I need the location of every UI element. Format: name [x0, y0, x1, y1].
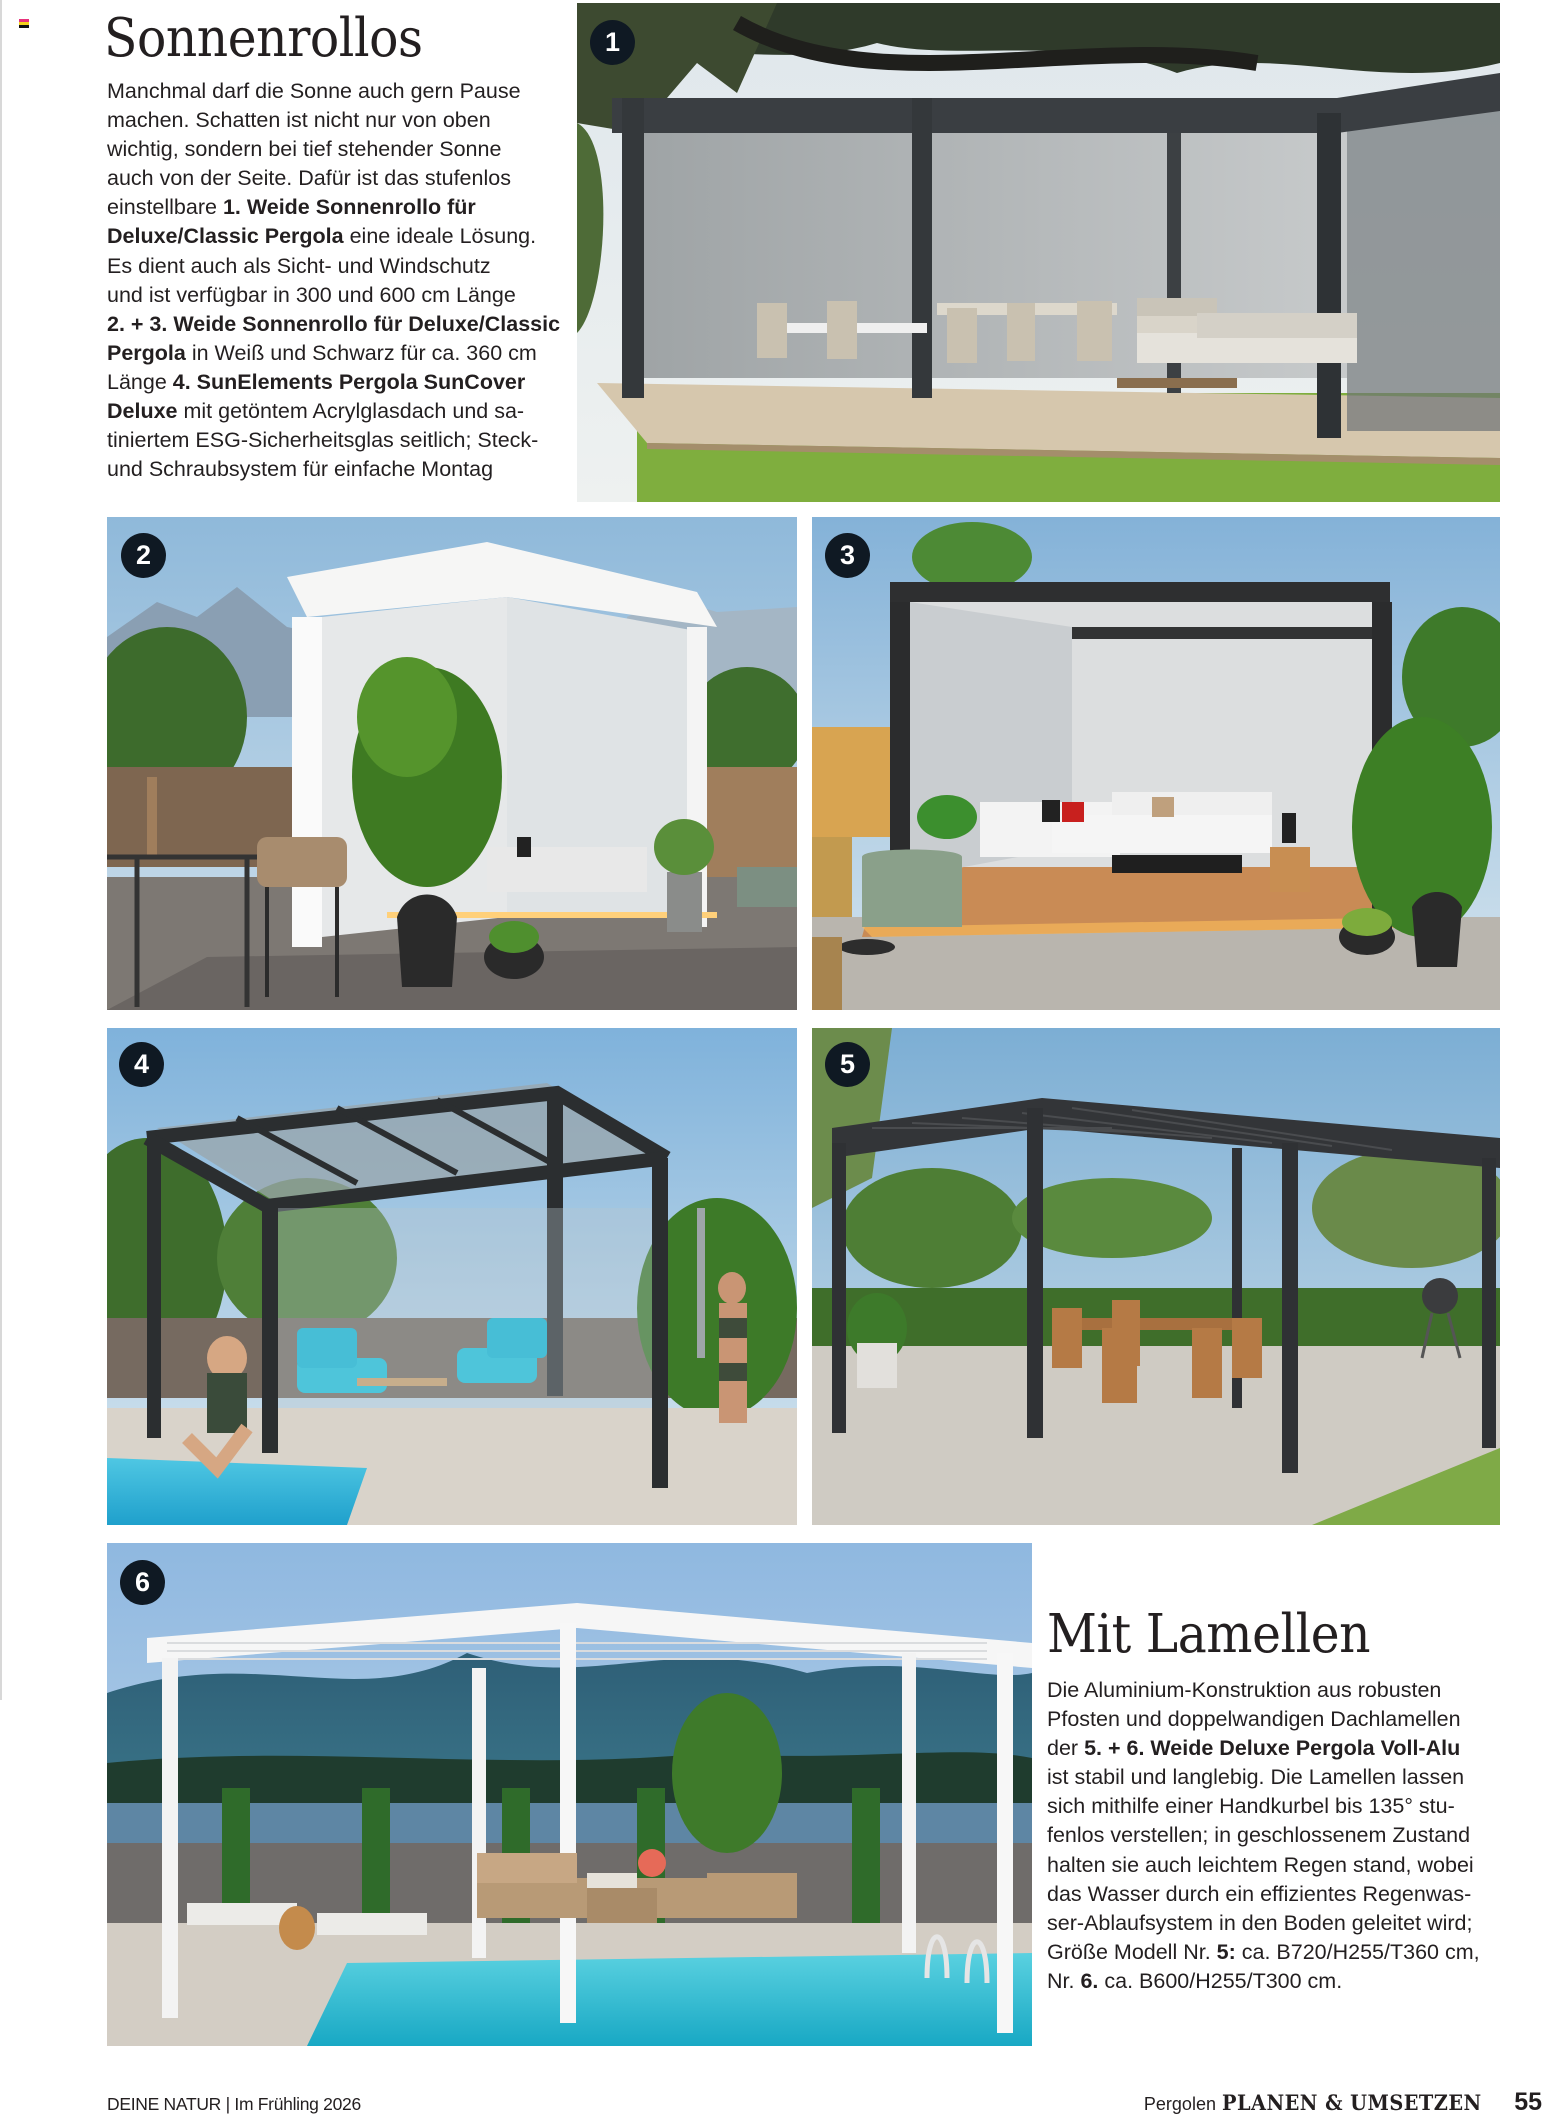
section-title-sonnenrollos: Sonnenrollos — [104, 8, 423, 69]
text-line — [107, 339, 567, 368]
text-run: ca. B720/H255/T360 cm, — [1235, 1939, 1480, 1964]
text-run: Es dient auch als Sicht- und Windschutz — [107, 253, 491, 278]
text-run: Pfosten und doppelwandigen Dachlamellen — [1047, 1707, 1461, 1732]
text-run: ser-Ablaufsystem in den Boden geleitet wird; — [1047, 1910, 1473, 1935]
text-run: fenlos verstellen; in geschlossenem Zustand — [1047, 1823, 1471, 1848]
sonnenrollos-body-text — [107, 77, 567, 484]
text-run: auch von der Seite. Dafür ist das stufenlos — [107, 166, 511, 191]
pergola-scene-2 — [107, 517, 797, 1010]
text-line — [107, 397, 567, 426]
text-line — [107, 252, 567, 281]
text-run: ist stabil und langlebig. Die Lamellen lassen — [1047, 1765, 1465, 1790]
text-line — [107, 77, 567, 106]
text-line — [107, 281, 567, 310]
text-run: in Weiß und Schwarz für ca. 360 cm — [185, 340, 537, 365]
text-run: ca. B600/H255/T300 cm. — [1098, 1968, 1343, 1993]
text-run: einstellbare — [107, 195, 223, 220]
bold-product-name: 1. Weide Sonnenrollo für — [222, 195, 476, 220]
text-line — [107, 193, 567, 222]
footer-section-info — [1144, 2088, 1542, 2117]
photo-number-badge-4: 4 — [119, 1042, 164, 1087]
text-line — [1047, 1821, 1517, 1850]
text-line — [1047, 1909, 1517, 1938]
bold-product-name: 4. SunElements Pergola SunCover — [172, 369, 526, 394]
photo-4-suncover-glass-roof — [107, 1028, 797, 1525]
bold-product-name: 5: — [1216, 1939, 1236, 1964]
text-run: machen. Schatten ist nicht nur von oben — [107, 108, 491, 133]
text-line — [107, 164, 567, 193]
footer-rubric: PLANEN & UMSETZEN — [1221, 2090, 1482, 2115]
text-run: der — [1047, 1736, 1085, 1761]
page-number: 55 — [1514, 2088, 1542, 2116]
text-line — [1047, 1792, 1517, 1821]
text-line — [107, 455, 567, 484]
text-run: wichtig, sondern bei tief stehender Sonne — [107, 137, 502, 162]
bold-product-name: 6. — [1080, 1968, 1099, 1993]
text-line — [1047, 1763, 1517, 1792]
text-line — [1047, 1705, 1517, 1734]
bold-product-name: Pergola — [107, 340, 186, 365]
text-line — [1047, 1938, 1517, 1967]
bold-product-name: Deluxe — [107, 399, 178, 424]
section-title-mit-lamellen: Mit Lamellen — [1047, 1604, 1371, 1665]
bold-product-name: Deluxe/Classic Pergola — [107, 224, 344, 249]
text-run: Nr. — [1047, 1968, 1081, 1993]
pergola-scene-6 — [107, 1543, 1032, 2046]
pergola-scene-3 — [812, 517, 1500, 1010]
text-line — [1047, 1880, 1517, 1909]
text-line — [107, 222, 567, 251]
text-run: sich mithilfe einer Handkurbel bis 135° stu- — [1047, 1794, 1455, 1819]
photo-1-pergola-sun-blinds — [577, 3, 1500, 502]
text-line — [1047, 1734, 1517, 1763]
photo-number-badge-5: 5 — [825, 1042, 870, 1087]
text-line — [107, 426, 567, 455]
text-run: das Wasser durch ein effizientes Regenwas- — [1047, 1881, 1472, 1906]
print-registration-mark — [19, 19, 29, 28]
photo-3-black-pergola-blind — [812, 517, 1500, 1010]
text-line — [107, 368, 567, 397]
text-line — [1047, 1676, 1517, 1705]
pergola-scene-5 — [812, 1028, 1500, 1525]
photo-number-badge-2: 2 — [121, 533, 166, 578]
photo-5-louvered-pergola-dining — [812, 1028, 1500, 1525]
photo-2-white-pergola-blind — [107, 517, 797, 1010]
page-edge-rule — [0, 0, 2, 1700]
photo-6-white-louvered-pergola-pool — [107, 1543, 1032, 2046]
text-line — [107, 310, 567, 339]
bold-product-name: 2. + 3. Weide Sonnenrollo für Deluxe/Classic — [107, 311, 561, 336]
text-run: und ist verfügbar in 300 und 600 cm Länge — [107, 282, 516, 307]
pergola-scene-1 — [577, 3, 1500, 502]
text-run: Manchmal darf die Sonne auch gern Pause — [107, 79, 521, 103]
photo-number-badge-6: 6 — [120, 1560, 165, 1605]
photo-number-badge-3: 3 — [825, 533, 870, 578]
text-run: mit getöntem Acrylglasdach und sa- — [177, 399, 525, 424]
text-run: Größe Modell Nr. — [1047, 1939, 1217, 1964]
bold-product-name: 5. + 6. Weide Deluxe Pergola Voll-Alu — [1084, 1736, 1461, 1761]
footer-section-label: Pergolen — [1143, 2094, 1216, 2114]
text-run: Länge — [107, 369, 173, 394]
photo-number-badge-1: 1 — [590, 20, 635, 65]
text-run: halten sie auch leichtem Regen stand, wobei — [1047, 1852, 1474, 1877]
text-run: eine ideale Lösung. — [343, 224, 537, 249]
text-run: Die Aluminium-Konstruktion aus robusten — [1047, 1678, 1442, 1702]
text-run: und Schraubsystem für einfache Montag — [107, 457, 494, 482]
text-run: tiniertem ESG-Sicherheitsglas seitlich; Steck- — [107, 428, 539, 453]
text-line — [107, 106, 567, 135]
text-line — [107, 135, 567, 164]
text-line — [1047, 1967, 1517, 1996]
mit-lamellen-body-text — [1047, 1676, 1517, 1996]
text-line — [1047, 1851, 1517, 1880]
pergola-scene-4 — [107, 1028, 797, 1525]
footer-magazine-issue: DEINE NATUR | Im Frühling 2026 — [107, 2094, 361, 2114]
